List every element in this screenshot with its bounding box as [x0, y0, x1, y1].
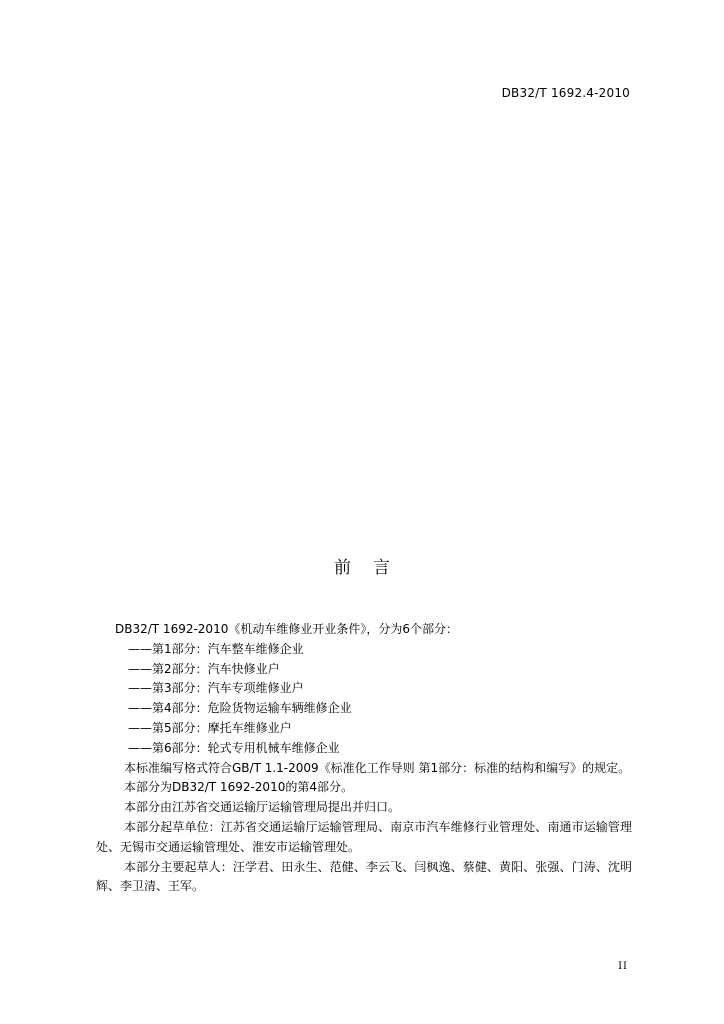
drafters-paragraph: 本部分主要起草人：汪学君、田永生、范健、李云飞、闫枫逸、蔡健、黄阳、张强、门涛、沈明辉、李卫清、王军。	[96, 859, 632, 894]
list-item: ——第6部分：轮式专用机械车维修企业	[128, 740, 340, 755]
foreword-body	[96, 620, 632, 897]
drafting-units-paragraph: 本部分起草单位：江苏省交通运输厅运输管理局、南京市汽车维修行业管理处、南通市运输管理处、无锡市交通运输管理处、淮安市运输管理处。	[96, 819, 632, 854]
document-code: DB32/T 1692.4-2010	[501, 86, 630, 100]
list-item: ——第5部分：摩托车维修业户	[128, 720, 292, 735]
parts-list	[96, 640, 632, 759]
intro-paragraph: DB32/T 1692-2010《机动车维修业开业条件》，分为6个部分：	[115, 622, 458, 636]
list-item: ——第3部分：汽车专项维修业户	[128, 681, 304, 696]
page-number: II	[618, 961, 628, 972]
proposer-paragraph: 本部分由江苏省交通运输厅运输管理局提出并归口。	[124, 800, 401, 815]
page-title: 前言	[334, 558, 412, 578]
list-item: ——第4部分：危险货物运输车辆维修企业	[128, 701, 352, 716]
format-paragraph: 本标准编写格式符合GB/T 1.1-2009《标准化工作导则 第1部分：标准的结构和编写》的规定。	[124, 760, 631, 775]
part-number-paragraph: 本部分为DB32/T 1692-2010的第4部分。	[124, 780, 353, 795]
list-item: ——第2部分：汽车快修业户	[128, 661, 280, 676]
list-item: ——第1部分：汽车整车维修企业	[128, 641, 304, 656]
